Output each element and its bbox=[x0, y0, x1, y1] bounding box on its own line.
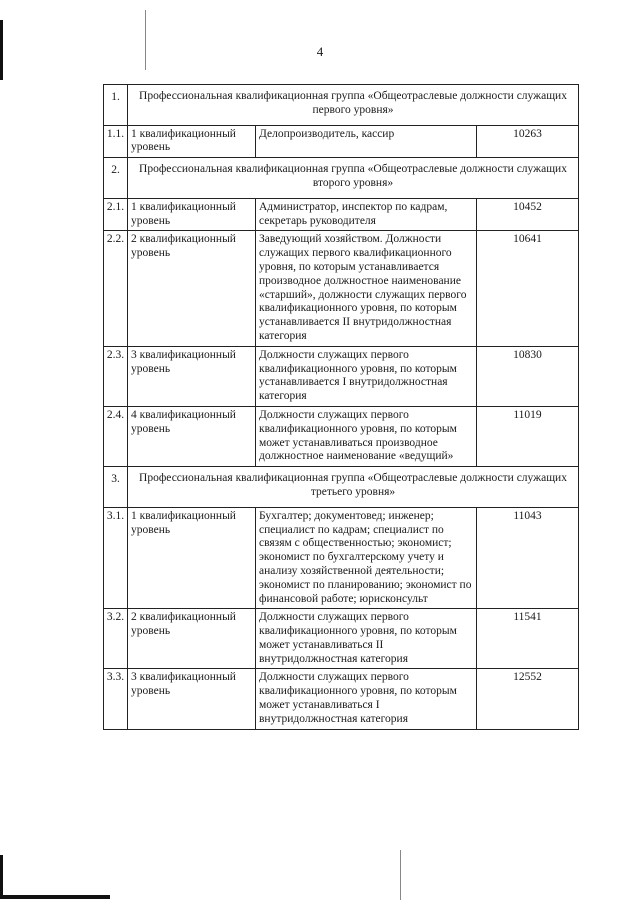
group-number: 2. bbox=[104, 158, 128, 199]
row-number: 3.3. bbox=[104, 669, 128, 729]
row-number: 2.1. bbox=[104, 198, 128, 231]
salary-cell: 10830 bbox=[477, 346, 579, 406]
qualification-level: 1 квалификационный уровень bbox=[128, 125, 256, 158]
positions-cell: Должности служащих первого квалификационного уровня, по которым устанавливается I внутридолжностная категория bbox=[256, 346, 477, 406]
positions-cell: Должности служащих первого квалификационного уровня, по которым может устанавливаться I внутридолжностная категория bbox=[256, 669, 477, 729]
positions-cell: Должности служащих первого квалификационного уровня, по которым может устанавливаться II внутридолжностная категория bbox=[256, 609, 477, 669]
qualification-level: 3 квалификационный уровень bbox=[128, 669, 256, 729]
salary-cell: 10263 bbox=[477, 125, 579, 158]
table-row bbox=[104, 125, 579, 158]
salary-table bbox=[103, 84, 579, 730]
qualification-level: 4 квалификационный уровень bbox=[128, 406, 256, 466]
salary-cell: 11043 bbox=[477, 507, 579, 609]
row-number: 3.2. bbox=[104, 609, 128, 669]
scan-edge-bottom bbox=[0, 895, 110, 899]
group-header-row bbox=[104, 467, 579, 508]
table-body bbox=[104, 85, 579, 730]
salary-cell: 10452 bbox=[477, 198, 579, 231]
row-number: 2.3. bbox=[104, 346, 128, 406]
group-header-row bbox=[104, 85, 579, 126]
positions-cell: Заведующий хозяйством. Должности служащих первого квалификационного уровня, по которым устанавливается производное должностное наименование «старший», должности служащих первого квалификационного уровня, по которым устанавливается II внутридолжностная категория bbox=[256, 231, 477, 346]
row-number: 2.4. bbox=[104, 406, 128, 466]
qualification-level: 1 квалификационный уровень bbox=[128, 198, 256, 231]
group-title: Профессиональная квалификационная группа «Общеотраслевые должности служащих первого уровня» bbox=[128, 85, 579, 126]
salary-cell: 11541 bbox=[477, 609, 579, 669]
scan-mark-top bbox=[145, 10, 146, 70]
table-row bbox=[104, 346, 579, 406]
page-number: 4 bbox=[316, 44, 324, 59]
qualification-level: 2 квалификационный уровень bbox=[128, 231, 256, 346]
salary-cell: 10641 bbox=[477, 231, 579, 346]
table-row bbox=[104, 609, 579, 669]
row-number: 1.1. bbox=[104, 125, 128, 158]
positions-cell: Должности служащих первого квалификационного уровня, по которым может устанавливаться производное должностное наименование «ведущий» bbox=[256, 406, 477, 466]
qualification-level: 2 квалификационный уровень bbox=[128, 609, 256, 669]
qualification-level: 3 квалификационный уровень bbox=[128, 346, 256, 406]
table-row bbox=[104, 198, 579, 231]
salary-cell: 11019 bbox=[477, 406, 579, 466]
positions-cell: Администратор, инспектор по кадрам, секретарь руководителя bbox=[256, 198, 477, 231]
table-row bbox=[104, 507, 579, 609]
table-row bbox=[104, 231, 579, 346]
positions-cell: Бухгалтер; документовед; инженер; специалист по кадрам; специалист по связям с общественностью; экономист; экономист по бухгалтерскому учету и анализу хозяйственной деятельности; экономист по планированию; экономист по финансовой работе; юрисконсульт bbox=[256, 507, 477, 609]
qualification-level: 1 квалификационный уровень bbox=[128, 507, 256, 609]
row-number: 3.1. bbox=[104, 507, 128, 609]
row-number: 2.2. bbox=[104, 231, 128, 346]
table-row bbox=[104, 406, 579, 466]
scan-edge-bottom-left bbox=[0, 855, 3, 899]
table-row bbox=[104, 669, 579, 729]
group-header-row bbox=[104, 158, 579, 199]
group-number: 3. bbox=[104, 467, 128, 508]
group-number: 1. bbox=[104, 85, 128, 126]
group-title: Профессиональная квалификационная группа «Общеотраслевые должности служащих второго уровня» bbox=[128, 158, 579, 199]
scan-mark-bottom bbox=[400, 850, 401, 900]
positions-cell: Делопроизводитель, кассир bbox=[256, 125, 477, 158]
salary-cell: 12552 bbox=[477, 669, 579, 729]
group-title: Профессиональная квалификационная группа «Общеотраслевые должности служащих третьего уровня» bbox=[128, 467, 579, 508]
